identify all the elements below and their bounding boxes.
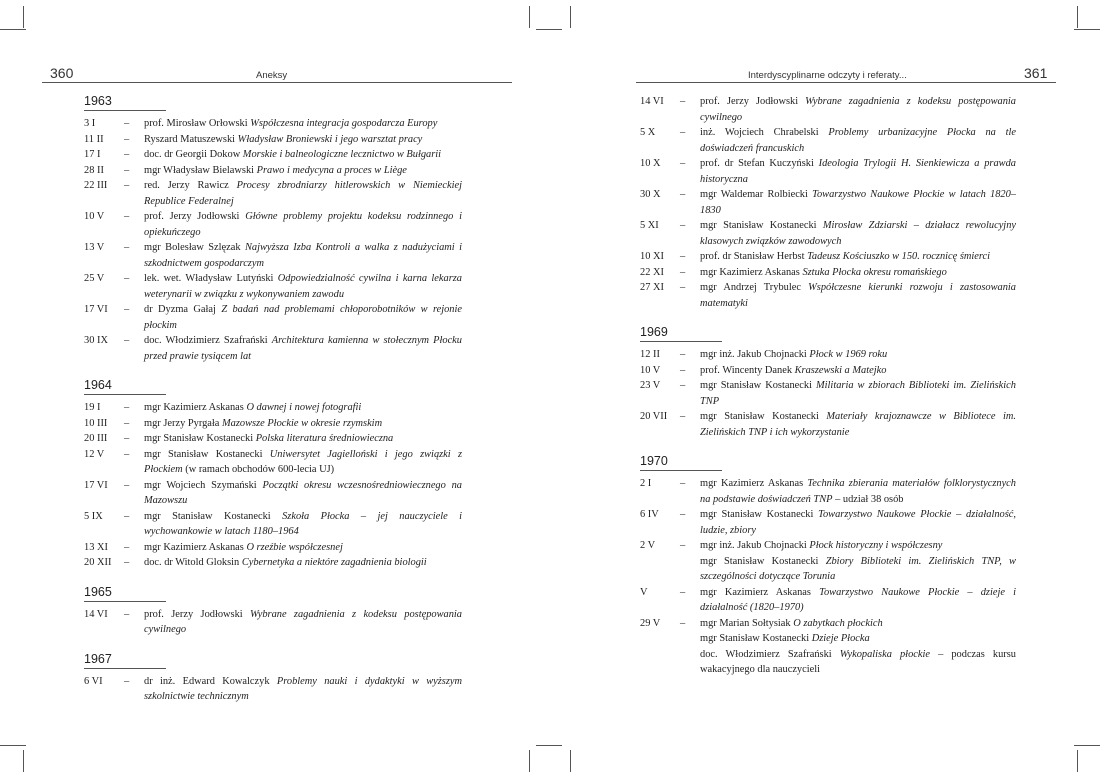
list-item <box>640 409 1016 440</box>
speaker-text: mgr Stanisław Kostanecki <box>700 411 827 422</box>
year-heading: 1970 <box>640 454 722 471</box>
entry-text <box>700 265 1016 281</box>
entry-text <box>144 116 462 132</box>
lecture-title: Technika zbierania materiałów folklorystycznych na podstawie doświadczeń TNP <box>700 478 1016 505</box>
crop-mark <box>1077 6 1078 28</box>
list-item <box>640 585 1016 616</box>
lecture-title: Militaria w zbiorach Biblioteki im. Zielińskich TNP <box>700 380 1016 407</box>
speaker-text: mgr Kazimierz Askanas <box>144 541 247 553</box>
lecture-title: Cybernetyka a niektóre zagadnienia biologii <box>241 557 427 568</box>
entry-dash: – <box>680 380 686 391</box>
list-item <box>84 674 462 705</box>
speaker-text: mgr Stanisław Kostanecki <box>700 555 826 567</box>
lecture-title: Współczesna integracja gospodarcza Europy <box>250 118 438 129</box>
entry-dash: – <box>124 335 130 346</box>
entry-dash: – <box>680 96 686 107</box>
entry-text <box>700 218 1016 249</box>
entry-text <box>144 416 462 432</box>
entry-date: 17 I <box>84 149 101 160</box>
lecture-title: Wykopaliska płockie <box>839 648 930 660</box>
speaker-text: red. Jerzy Rawicz <box>144 180 237 191</box>
entry-date: 5 IX <box>84 510 103 522</box>
speaker-text: dr Dyzma Gałaj <box>144 304 222 315</box>
entry-text <box>144 163 462 179</box>
entry-dash: – <box>680 266 686 278</box>
left-header <box>50 62 495 82</box>
crop-mark <box>536 29 562 30</box>
entry-date: 10 V <box>84 211 105 222</box>
additional-lecture <box>700 631 1016 647</box>
entry-text <box>700 156 1016 187</box>
entry-text <box>700 249 1016 265</box>
speaker-text: Ryszard Matuszewski <box>144 133 238 145</box>
lecture-title: Problemy nauki i dydaktyki w wyższym szkolnictwie technicznym <box>144 675 462 702</box>
entry-dash: – <box>680 127 686 138</box>
entry-dash: – <box>680 220 686 231</box>
entry-text <box>700 363 1016 379</box>
year-heading: 1965 <box>84 585 166 602</box>
lecture-title: Ideologia Trylogii H. Sienkiewicza a prawda historyczna <box>700 158 1016 185</box>
right-page <box>640 62 1050 675</box>
entry-text <box>144 132 462 148</box>
entry-date: 20 VII <box>640 411 668 422</box>
entry-text <box>700 125 1016 156</box>
crop-mark <box>536 745 562 746</box>
entry-date: 22 III <box>84 180 108 191</box>
speaker-text: inż. Wojciech Chrabelski <box>700 127 829 138</box>
speaker-text: mgr Stanisław Kostanecki <box>700 509 819 520</box>
list-item <box>84 333 462 364</box>
year-heading: 1967 <box>84 652 166 669</box>
lecture-title: Problemy urbanizacyjne Płocka na tle doświadczeń francuskich <box>700 127 1016 154</box>
running-head: Aneksy <box>256 70 288 81</box>
entry-text <box>144 674 462 705</box>
entry-dash: – <box>680 586 686 598</box>
entry-date: 2 V <box>640 540 656 551</box>
speaker-text: mgr Stanisław Kostanecki <box>144 448 270 460</box>
list-item <box>640 507 1016 538</box>
entry-date: 10 X <box>640 158 661 169</box>
crop-mark <box>1074 745 1100 746</box>
entry-date: 5 X <box>640 127 656 138</box>
entry-text <box>144 147 462 163</box>
speaker-text: doc. dr Witold Gloksin <box>144 557 242 568</box>
entry-text <box>144 302 462 333</box>
entry-text <box>144 478 462 509</box>
entry-date: 10 XI <box>640 251 664 262</box>
list-item <box>84 132 462 148</box>
speaker-text: lek. wet. Władysław Lutyński <box>144 273 278 284</box>
speaker-text: mgr Bolesław Szlęzak <box>144 242 245 253</box>
entry-date: V <box>640 586 648 598</box>
page-number: 360 <box>50 65 74 81</box>
entry-dash: – <box>124 118 130 129</box>
speaker-text: – podczas kursu wakacyjnego dla nauczycieli <box>700 648 1017 675</box>
speaker-text: doc. dr Georgii Dokow <box>144 149 243 160</box>
list-item <box>84 209 462 240</box>
speaker-text: mgr Stanisław Kostanecki <box>700 633 812 644</box>
speaker-text: mgr Andrzej Trybulec <box>700 282 809 293</box>
lecture-title: Polska literatura średniowieczna <box>255 433 394 444</box>
list-item <box>640 538 1016 585</box>
year-heading: 1964 <box>84 378 166 395</box>
entry-date: 10 V <box>640 364 661 376</box>
list-item <box>84 302 462 333</box>
entry-date: 10 III <box>84 417 108 429</box>
lecture-title: Płock historyczny i współczesny <box>809 540 943 551</box>
list-item <box>84 147 462 163</box>
entry-dash: – <box>124 479 130 491</box>
entry-dash: – <box>124 541 130 553</box>
speaker-text: prof. Jerzy Jodłowski <box>700 96 806 107</box>
lecture-title: Kraszewski a Matejko <box>794 364 887 376</box>
entry-text <box>700 616 1016 678</box>
entry-date: 6 IV <box>640 509 659 520</box>
list-item <box>84 271 462 302</box>
lecture-title: Początki okresu wczesnośredniowiecznego na Mazowszu <box>144 479 462 506</box>
list-item <box>84 540 462 556</box>
entry-text <box>144 555 462 571</box>
lecture-title: Towarzystwo Naukowe Płockie w latach 1820–1830 <box>700 189 1016 216</box>
list-item <box>84 478 462 509</box>
entry-text <box>144 271 462 302</box>
entry-date: 28 II <box>84 164 104 176</box>
list-item <box>84 416 462 432</box>
entry-dash: – <box>680 251 686 262</box>
entry-text <box>700 280 1016 311</box>
lecture-title: Wybrane zagadnienia z kodeksu postępowania cywilnego <box>700 96 1016 123</box>
list-item <box>640 347 1016 363</box>
entry-text <box>144 540 462 556</box>
entry-text <box>144 209 462 240</box>
list-item <box>640 249 1016 265</box>
entry-dash: – <box>124 304 130 315</box>
list-item <box>84 163 462 179</box>
list-item <box>84 431 462 447</box>
entry-text <box>144 509 462 540</box>
lecture-title: Władysław Broniewski i jego warsztat pracy <box>237 133 423 145</box>
lecture-title: Wybrane zagadnienia z kodeksu postępowania cywilnego <box>144 608 462 635</box>
lecture-title: Dzieje Płocka <box>811 633 870 644</box>
list-item <box>640 280 1016 311</box>
entry-dash: – <box>680 411 686 422</box>
entry-dash: – <box>680 364 686 376</box>
list-item <box>84 116 462 132</box>
entry-date: 11 II <box>84 133 104 145</box>
entry-date: 22 XI <box>640 266 664 278</box>
entry-text <box>144 240 462 271</box>
entry-date: 17 VI <box>84 304 108 315</box>
entry-dash: – <box>680 349 686 360</box>
entry-date: 13 V <box>84 242 105 253</box>
entry-date: 23 V <box>640 380 661 391</box>
entry-dash: – <box>124 608 130 620</box>
entry-dash: – <box>124 402 130 413</box>
list-item <box>640 378 1016 409</box>
speaker-text: prof. Mirosław Orłowski <box>144 118 251 129</box>
entry-text <box>144 447 462 478</box>
entry-text <box>144 400 462 416</box>
crop-mark <box>1077 750 1078 772</box>
entry-date: 12 V <box>84 448 105 460</box>
list-item <box>84 400 462 416</box>
entry-dash: – <box>124 180 130 191</box>
speaker-text: mgr Wojciech Szymański <box>144 479 263 491</box>
lecture-title: Z badań nad problemami chłoporobotników w rejonie płockim <box>144 304 462 331</box>
entry-dash: – <box>124 448 130 460</box>
lecture-title: Mazowsze Płockie w okresie rzymskim <box>222 417 383 429</box>
crop-mark <box>529 6 530 28</box>
crop-mark <box>23 6 24 28</box>
crop-mark <box>1074 29 1100 30</box>
entry-dash: – <box>124 417 130 429</box>
entry-text <box>700 538 1016 585</box>
speaker-text: mgr Marian Sołtysiak <box>700 617 794 629</box>
entry-dash: – <box>680 189 686 200</box>
entry-date: 14 VI <box>640 96 664 107</box>
entry-dash: – <box>124 433 130 444</box>
lecture-title: Najwyższa Izba Kontroli a walka z nadużyciami i szkodnictwem gospodarczym <box>144 242 462 269</box>
entry-dash: – <box>124 133 130 145</box>
entry-date: 20 XII <box>84 557 112 568</box>
entry-text <box>144 431 462 447</box>
lecture-title: Odpowiedzialność cywilna i karna lekarza weterynarii w związku z wykonywaniem zawodu <box>144 273 462 300</box>
page-number: 361 <box>1024 65 1048 81</box>
speaker-text: mgr Stanisław Kostanecki <box>144 433 256 444</box>
entry-date: 20 III <box>84 433 108 444</box>
list-item <box>84 607 462 638</box>
entry-dash: – <box>124 164 130 176</box>
entry-text <box>700 409 1016 440</box>
entry-text <box>700 585 1016 616</box>
entry-date: 30 IX <box>84 335 108 346</box>
list-item <box>640 363 1016 379</box>
speaker-text: mgr Władysław Bielawski <box>144 164 257 176</box>
crop-mark <box>0 29 26 30</box>
speaker-text: – udział 38 osób <box>832 493 904 505</box>
list-item <box>84 447 462 478</box>
crop-mark <box>570 750 571 772</box>
entry-date: 29 V <box>640 617 661 629</box>
entry-dash: – <box>124 273 130 284</box>
list-item <box>640 187 1016 218</box>
speaker-text: mgr Stanisław Kostanecki <box>144 510 283 522</box>
list-item <box>640 125 1016 156</box>
entry-date: 13 XI <box>84 541 108 553</box>
speaker-text: mgr inż. Jakub Chojnacki <box>700 349 810 360</box>
lecture-title: Główne problemy projektu kodeksu rodzinnego i opiekuńczego <box>144 211 462 238</box>
speaker-text: dr inż. Edward Kowalczyk <box>144 675 277 687</box>
speaker-text: prof. dr Stanisław Herbst <box>700 251 808 262</box>
header-rule <box>636 82 1056 83</box>
lecture-title: Prawo i medycyna a proces w Liège <box>256 164 407 176</box>
header-rule <box>42 82 512 83</box>
entry-text <box>700 507 1016 538</box>
lecture-title: O rzeźbie współczesnej <box>246 541 343 553</box>
list-item <box>84 240 462 271</box>
speaker-text: mgr inż. Jakub Chojnacki <box>700 540 810 551</box>
speaker-text: mgr Waldemar Rolbiecki <box>700 189 813 200</box>
speaker-text: mgr Stanisław Kostanecki <box>700 380 816 391</box>
lecture-title: Morskie i balneologiczne lecznictwo w Bułgarii <box>242 149 442 160</box>
lecture-title: Materiały krajoznawcze w Bibliotece im. Zielińskich TNP i ich wykorzystanie <box>700 411 1016 438</box>
entry-dash: – <box>680 617 686 629</box>
entry-date: 3 I <box>84 118 96 129</box>
entry-dash: – <box>124 510 130 522</box>
entry-text <box>144 178 462 209</box>
lecture-title: O dawnej i nowej fotografii <box>246 402 362 413</box>
lecture-list <box>640 94 1016 678</box>
speaker-text: prof. dr Stefan Kuczyński <box>700 158 819 169</box>
entry-text <box>700 378 1016 409</box>
left-page <box>50 62 495 702</box>
entry-date: 17 VI <box>84 479 108 491</box>
speaker-text: mgr Stanisław Kostanecki <box>700 220 823 231</box>
speaker-text: mgr Jerzy Pyrgała <box>144 417 223 429</box>
entry-dash: – <box>680 540 686 551</box>
list-item <box>84 178 462 209</box>
year-heading: 1963 <box>84 94 166 111</box>
entry-text <box>144 607 462 638</box>
speaker-text: mgr Kazimierz Askanas <box>144 402 247 413</box>
entry-text <box>700 187 1016 218</box>
crop-mark <box>570 6 571 28</box>
entry-date: 12 II <box>640 349 660 360</box>
entry-date: 19 I <box>84 402 101 413</box>
entry-date: 14 VI <box>84 608 108 620</box>
speaker-text: prof. Jerzy Jodłowski <box>144 608 251 620</box>
crop-mark <box>529 750 530 772</box>
lecture-title: Płock w 1969 roku <box>809 349 888 360</box>
entry-dash: – <box>124 211 130 222</box>
entry-dash: – <box>680 282 686 293</box>
lecture-title: Sztuka Płocka okresu romańskiego <box>802 266 947 278</box>
speaker-text: mgr Kazimierz Askanas <box>700 586 820 598</box>
entry-dash: – <box>124 557 130 568</box>
entry-date: 2 I <box>640 478 652 489</box>
additional-lecture <box>700 554 1016 585</box>
additional-lecture <box>700 647 1016 678</box>
entry-dash: – <box>124 149 130 160</box>
entry-dash: – <box>124 242 130 253</box>
list-item <box>640 476 1016 507</box>
lecture-title: Uniwersytet Jagielloński i jego związki z Płockiem <box>144 448 463 475</box>
lecture-title: Procesy zbrodniarzy hitlerowskich w Niemieckiej Republice Federalnej <box>144 180 462 207</box>
right-header <box>640 62 1050 82</box>
lecture-title: O zabytkach płockich <box>793 617 883 629</box>
speaker-text: prof. Jerzy Jodłowski <box>144 211 246 222</box>
speaker-text: mgr Kazimierz Askanas <box>700 266 803 278</box>
entry-dash: – <box>680 509 686 520</box>
list-item <box>640 218 1016 249</box>
lecture-title: Zbiory Biblioteki im. Zielińskich TNP, w szczególności dotyczące Torunia <box>700 555 1016 582</box>
entry-date: 6 VI <box>84 675 103 687</box>
entry-dash: – <box>680 158 686 169</box>
list-item <box>640 265 1016 281</box>
speaker-text: (w ramach obchodów 600-lecia UJ) <box>182 464 335 475</box>
list-item <box>640 616 1016 678</box>
entry-date: 30 X <box>640 189 661 200</box>
entry-text <box>144 333 462 364</box>
speaker-text: doc. Włodzimierz Szafrański <box>144 335 272 346</box>
lecture-title: Tadeusz Kościuszko w 150. rocznicę śmierci <box>807 251 991 262</box>
crop-mark <box>0 745 26 746</box>
speaker-text: mgr Kazimierz Askanas <box>700 478 808 489</box>
entry-text <box>700 347 1016 363</box>
lecture-list <box>84 94 462 705</box>
lecture-title: Towarzystwo Naukowe Płockie – dzieje i działalność (1820–1970) <box>700 586 1017 613</box>
lecture-title: Szkoła Płocka – jej nauczyciele i wychowankowie w latach 1180–1964 <box>144 510 462 537</box>
entry-dash: – <box>124 675 130 687</box>
running-head: Interdyscyplinarne odczyty i referaty... <box>748 70 907 81</box>
year-heading: 1969 <box>640 325 722 342</box>
entry-text <box>700 476 1016 507</box>
entry-date: 27 XI <box>640 282 664 293</box>
list-item <box>640 156 1016 187</box>
list-item <box>640 94 1016 125</box>
speaker-text: prof. Wincenty Danek <box>700 364 795 376</box>
entry-text <box>700 94 1016 125</box>
lecture-title: Mirosław Zdziarski – działacz rewolucyjny klasowych związków zawodowych <box>700 220 1016 247</box>
lecture-title: Współczesne kierunki rozwoju i zastosowania matematyki <box>700 282 1017 309</box>
speaker-text: doc. Włodzimierz Szafrański <box>700 648 840 660</box>
crop-mark <box>23 750 24 772</box>
list-item <box>84 509 462 540</box>
lecture-title: Architektura kamienna w stołecznym Płocku przed prawie tysiącem lat <box>144 335 462 362</box>
list-item <box>84 555 462 571</box>
lecture-title: Towarzystwo Naukowe Płockie – działalność, ludzie, zbiory <box>700 509 1016 536</box>
entry-date: 5 XI <box>640 220 659 231</box>
entry-date: 25 V <box>84 273 105 284</box>
entry-dash: – <box>680 478 686 489</box>
